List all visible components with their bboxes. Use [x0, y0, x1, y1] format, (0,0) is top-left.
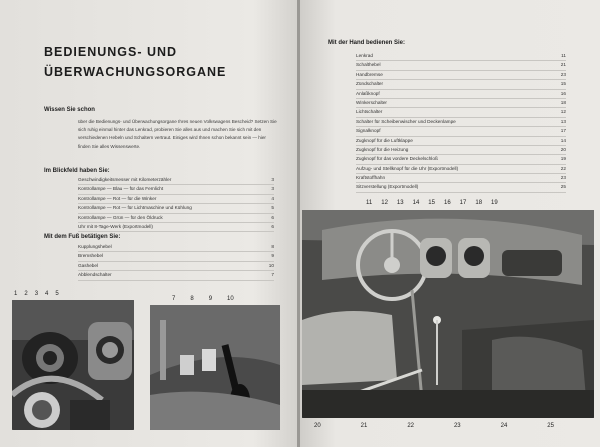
list-item — [356, 155, 566, 164]
callout-number: 8 — [190, 296, 194, 302]
item-page: 17 — [560, 128, 566, 134]
item-label: Kontrollampe — Grün — für den Öldruck — [78, 214, 163, 220]
callout-number: 19 — [491, 200, 498, 206]
list-item — [78, 185, 274, 194]
section-heading-fuss: Mit dem Fuß betätigen Sie: — [44, 234, 121, 240]
callout-number: 2 — [24, 291, 28, 297]
item-label: Uhr mit 8-Tage-Werk (Exportmodell) — [78, 223, 153, 229]
item-label: Schalter für Scheibenwischer und Deckenlampe — [356, 118, 456, 124]
callout-number: 16 — [443, 200, 451, 206]
item-page: 21 — [560, 62, 566, 68]
item-page: 25 — [560, 184, 566, 190]
item-page: 11 — [561, 53, 566, 58]
photo2-callouts — [172, 296, 234, 302]
item-page: 5 — [271, 205, 274, 211]
callout-number: 15 — [428, 200, 435, 206]
item-label: Lenkrad — [356, 53, 373, 58]
list-item — [78, 262, 274, 271]
callout-number: 10 — [227, 296, 234, 302]
callout-number: 22 — [407, 423, 414, 429]
callout-number: 9 — [208, 296, 213, 302]
list-item — [356, 137, 566, 146]
callout-number: 7 — [172, 296, 176, 302]
item-page: 23 — [560, 175, 566, 181]
list-item — [78, 271, 274, 280]
item-page: 7 — [271, 272, 274, 278]
item-page: 10 — [268, 262, 274, 268]
item-page: 13 — [560, 118, 566, 124]
list-item — [356, 165, 566, 174]
item-page: 6 — [271, 214, 274, 220]
section-heading-wissen: Wissen Sie schon — [44, 107, 95, 113]
item-page: 20 — [560, 146, 566, 152]
callout-number: 12 — [381, 200, 388, 206]
item-page: 6 — [271, 223, 274, 229]
item-label: Geschwindigkeitsmesser mit Kilometerzähler — [78, 177, 172, 182]
list-item — [78, 214, 274, 223]
right-page — [300, 0, 600, 447]
item-label: Kupplungshebel — [78, 244, 112, 249]
item-label: Lichtschalter — [356, 109, 383, 115]
item-label: Abblendschalter — [78, 272, 112, 278]
item-label: Kontrollampe — Blau — für das Fernlicht — [78, 186, 164, 192]
item-label: Zündschalter — [356, 81, 384, 87]
list-item — [78, 204, 274, 213]
dashboard-photo — [12, 300, 134, 430]
left-page — [0, 0, 298, 447]
item-label: Schalthebel — [356, 62, 381, 68]
list-item — [356, 183, 566, 192]
callout-number: 1 — [14, 291, 18, 297]
list-item — [356, 61, 566, 70]
item-label: Aufzug- und Stellknopf für die Uhr (Exportmodell) — [356, 165, 459, 171]
item-label: Anlaßknopf — [356, 90, 380, 96]
title-line-1: BEDIENUNGS- UND — [44, 45, 178, 59]
list-item — [356, 146, 566, 155]
list-item — [78, 195, 274, 204]
item-page: 19 — [560, 156, 566, 162]
item-page: 23 — [560, 71, 566, 77]
callout-number: 25 — [547, 423, 554, 429]
callout-number: 3 — [34, 291, 39, 297]
item-page: 15 — [560, 81, 566, 87]
callout-number: 24 — [500, 423, 508, 429]
item-page: 8 — [271, 244, 274, 249]
list-item — [356, 99, 566, 108]
item-page: 14 — [560, 137, 566, 143]
list-item — [78, 223, 274, 232]
list-item — [356, 118, 566, 127]
callout-number: 23 — [453, 423, 461, 429]
item-label: Zugknopf für das vordere Deckelschloß — [356, 156, 438, 162]
list-item — [78, 176, 274, 185]
intro-paragraph: über die Bedienungs- und Überwachungsorgane Ihres neuen Volkswagens Bescheid? Setzen Sie sich ruhig einmal hinter das Lenkrad, probieren Sie alles aus und machen Sie sich mit den verschiedenen Hebeln und Schaltern vertraut. Einiges wird Ihnen schon bekannt sein — hier finden Sie alles Wissenswerte. — [78, 119, 277, 149]
pedals-photo — [150, 305, 280, 430]
item-label: Kontrollampe — Rot — für Lichtmaschine und Kühlung — [78, 205, 192, 211]
item-label: Kontrollampe — Rot — für die Winker — [78, 195, 157, 201]
callout-number: 21 — [360, 423, 368, 429]
list-item — [356, 80, 566, 89]
item-label: Sitzverstellung (Exportmodell) — [356, 184, 419, 190]
item-page: 22 — [560, 165, 566, 171]
list-item — [356, 108, 566, 117]
page-title — [44, 42, 226, 82]
list-item — [78, 243, 274, 252]
photo1-callouts — [14, 291, 59, 297]
interior-bottom-callouts — [314, 423, 554, 429]
hand-list — [356, 52, 566, 193]
item-label: Kraftstoffhahn — [356, 175, 386, 181]
item-page: 18 — [560, 99, 566, 105]
list-item — [356, 71, 566, 80]
list-item — [356, 90, 566, 99]
item-page: 9 — [271, 253, 274, 259]
fuss-list — [78, 243, 274, 281]
callout-number: 18 — [475, 200, 483, 206]
item-page: 12 — [560, 109, 566, 115]
item-page: 3 — [271, 186, 274, 192]
callout-number: 11 — [366, 200, 373, 206]
item-page: 4 — [271, 195, 274, 201]
blickfeld-list — [78, 176, 274, 232]
item-page: 16 — [560, 90, 566, 96]
callout-number: 4 — [45, 291, 49, 297]
item-label: Winkerschalter — [356, 99, 387, 105]
interior-top-callouts — [366, 200, 498, 206]
callout-number: 14 — [412, 200, 420, 206]
title-line-2: ÜBERWACHUNGSORGANE — [44, 65, 227, 79]
callout-number: 5 — [55, 291, 59, 297]
callout-number: 20 — [314, 423, 321, 429]
list-item — [356, 127, 566, 136]
list-item — [356, 174, 566, 183]
list-item — [78, 252, 274, 261]
item-label: Bremshebel — [78, 253, 104, 259]
section-heading-blickfeld: Im Blickfeld haben Sie: — [44, 168, 110, 174]
item-label: Gashebel — [78, 262, 99, 268]
callout-number: 13 — [396, 200, 404, 206]
list-item — [356, 52, 566, 61]
callout-number: 17 — [459, 200, 467, 206]
item-label: Handbremse — [356, 71, 383, 77]
item-label: Zugknopf für die Luftklappe — [356, 137, 413, 143]
item-page: 3 — [271, 177, 274, 182]
item-label: Signalknopf — [356, 128, 381, 134]
item-label: Zugknopf für die Heizung — [356, 146, 409, 152]
interior-photo — [302, 210, 594, 418]
section-heading-hand: Mit der Hand bedienen Sie: — [328, 40, 406, 46]
